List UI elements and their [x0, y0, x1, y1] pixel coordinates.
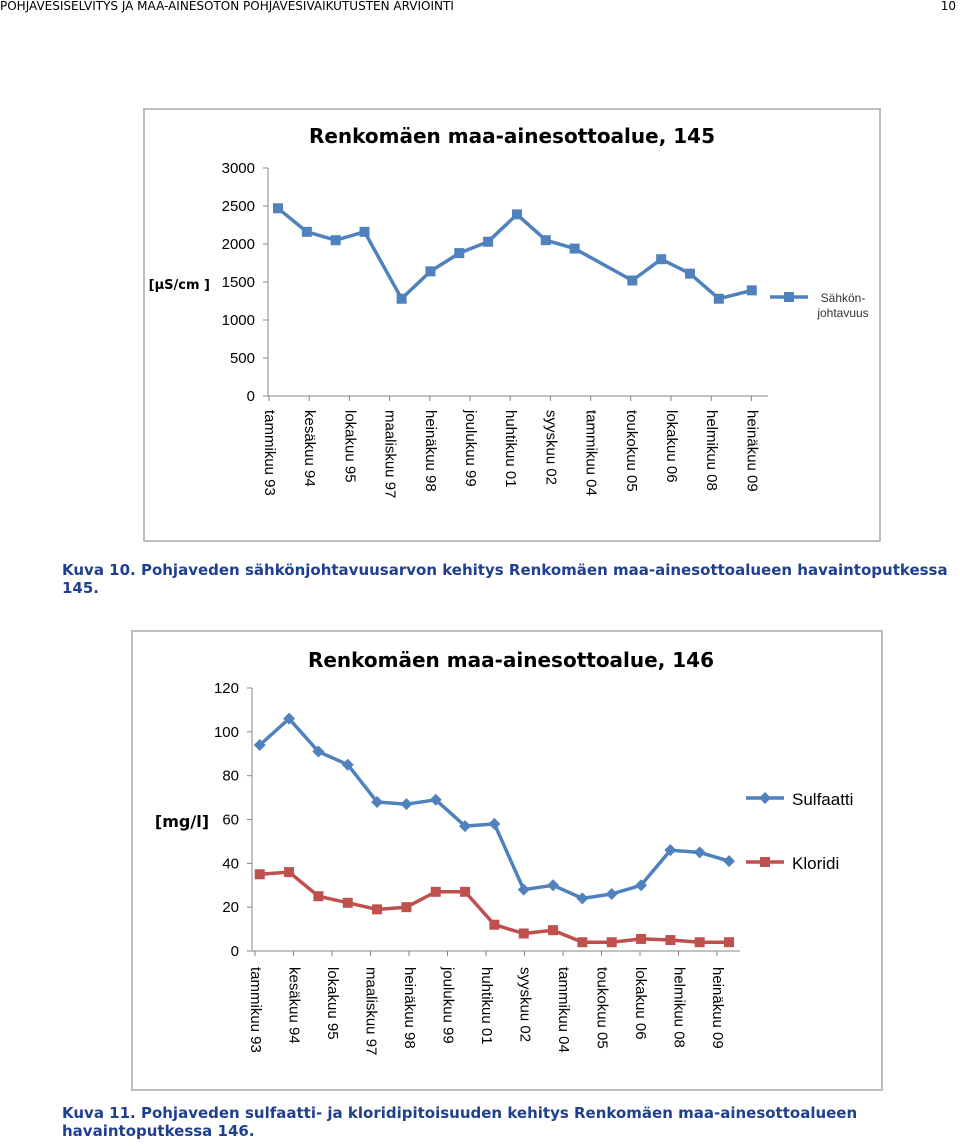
- chart-2-series-1-point: [519, 928, 529, 938]
- chart-2-series-0-point: [606, 888, 618, 900]
- chart-2-series-0-point: [518, 884, 530, 896]
- chart-2-series-1-point: [607, 937, 617, 947]
- chart-2-series-1-point: [284, 867, 294, 877]
- chart-2-series-1-point: [665, 935, 675, 945]
- chart-2-x-tick-label: heinäkuu 98: [401, 967, 419, 1049]
- chart-2-x-tick-label: toukokuu 05: [593, 967, 611, 1049]
- chart-1-x-tick-label: kesäkuu 94: [301, 410, 319, 487]
- chart-1-x-tick-label: huhtikuu 01: [502, 410, 520, 488]
- chart-2-x-tick-label: tammikuu 04: [555, 967, 573, 1053]
- figure-10-caption-line-2: 145.: [62, 579, 100, 597]
- chart-2-series-1-line: [260, 872, 729, 942]
- chart-1-y-tick-label: 1500: [221, 274, 255, 291]
- chart-1-y-tick-label: 2000: [221, 236, 255, 253]
- chart-2-series-1-point: [489, 920, 499, 930]
- chart-1-x-tick-label: heinäkuu 09: [743, 410, 761, 492]
- chart-2-x-tick-label: heinäkuu 09: [709, 967, 727, 1049]
- figure-11-caption-line-2: havaintoputkessa 146.: [62, 1122, 255, 1140]
- chart-1-title: Renkomäen maa-ainesottoalue, 145: [308, 124, 716, 148]
- chart-2-series-0-point: [576, 892, 588, 904]
- chart-2-x-tick-label: helmikuu 08: [670, 967, 688, 1048]
- chart-2-legend-0-label: Sulfaatti: [792, 790, 854, 809]
- chart-1-x-tick-label: heinäkuu 98: [421, 410, 439, 492]
- chart-1-legend-0-label: johtavuus: [817, 306, 869, 320]
- chart-1-y-label: [µS/cm ]: [148, 278, 210, 293]
- chart-2-series-1-point: [636, 934, 646, 944]
- figure-10-caption-line-1: Kuva 10. Pohjaveden sähkönjohtavuusarvon kehitys Renkomäen maa-ainesottoalueen havaintoputkessa: [62, 561, 948, 579]
- chart-2-series-0-point: [547, 879, 559, 891]
- chart-2-series-0-point: [694, 846, 706, 858]
- chart-2-series-1-point: [460, 887, 470, 897]
- chart-2-series-1-point: [313, 891, 323, 901]
- chart-2-series-0-line: [260, 719, 729, 899]
- chart-2-x-tick-label: huhtikuu 01: [478, 967, 496, 1045]
- chart-2-x-tick-label: tammikuu 93: [247, 967, 265, 1053]
- chart-1-y-tick-label: 2500: [221, 198, 255, 215]
- chart-1-legend-0-label: Sähkön-: [820, 291, 866, 305]
- chart-1-x-tick-label: helmikuu 08: [703, 410, 721, 491]
- chart-1-x-tick-label: lokakuu 06: [663, 410, 681, 483]
- chart-1-x-tick-label: tammikuu 93: [261, 410, 279, 496]
- chart-2-y-tick-label: 40: [222, 855, 239, 873]
- chart-2-series-0-point: [723, 855, 735, 867]
- chart-2-y-tick-label: 60: [222, 811, 239, 829]
- chart-2-y-tick-label: 80: [222, 767, 239, 785]
- chart-2-x-tick-label: lokakuu 95: [324, 967, 342, 1040]
- chart-1-y-tick-label: 500: [229, 350, 255, 367]
- chart-2-series-1-point: [401, 902, 411, 912]
- chart-2-series-1-point: [577, 937, 587, 947]
- chart-2-series-1-point: [255, 869, 265, 879]
- chart-1-y-tick-label: 0: [246, 388, 255, 405]
- chart-1-y-tick-label: 1000: [221, 312, 255, 329]
- chart-2-legend-1-marker: [760, 857, 770, 867]
- page-number: 10: [940, 0, 956, 13]
- figure-11-caption-line-1: Kuva 11. Pohjaveden sulfaatti- ja kloridipitoisuuden kehitys Renkomäen maa-ainesottoalueen: [62, 1104, 858, 1122]
- chart-2-y-tick-label: 120: [213, 680, 239, 697]
- chart-2-x-tick-label: joulukuu 99: [439, 967, 457, 1044]
- chart-2-legend-0-marker: [759, 792, 771, 804]
- document-title: POHJAVESISELVITYS JA MAA-AINESOTON POHJAVESIVAIKUTUSTEN ARVIOINTI: [0, 0, 454, 13]
- chart-2-series-1-point: [695, 937, 705, 947]
- chart-1-x-tick-label: tammikuu 04: [582, 410, 600, 496]
- chart-2-series-1-point: [724, 937, 734, 947]
- chart-1-y-tick-label: 3000: [221, 160, 255, 177]
- chart-2-x-tick-label: kesäkuu 94: [285, 967, 303, 1044]
- chart-2-y-tick-label: 0: [230, 943, 239, 960]
- chart-2-x-tick-label: lokakuu 06: [632, 967, 650, 1040]
- figure-11-caption: [62, 1104, 958, 1140]
- chart-2-series-0-point: [488, 818, 500, 830]
- chart-1-x-tick-label: toukokuu 05: [622, 410, 640, 492]
- chart-1-x-tick-label: maaliskuu 97: [381, 410, 399, 499]
- chart-2-x-tick-label: syyskuu 02: [516, 967, 534, 1043]
- chart-1-x-tick-label: joulukuu 99: [462, 410, 480, 487]
- chart-1-x-tick-label: syyskuu 02: [542, 410, 560, 486]
- chart-2-series-1-point: [431, 887, 441, 897]
- chart-2-y-tick-label: 100: [213, 723, 239, 741]
- chart-2-series-0-point: [400, 798, 412, 810]
- chart-2-series-1-point: [548, 925, 558, 935]
- chart-1-x-tick-label: lokakuu 95: [341, 410, 359, 483]
- chart-2-series-1-point: [372, 904, 382, 914]
- chart-2-title: Renkomäen maa-ainesottoalue, 146: [307, 648, 715, 672]
- chart-2-series-1-point: [343, 898, 353, 908]
- chart-2-y-tick-label: 20: [222, 899, 239, 917]
- chart-2-legend-1-label: Kloridi: [792, 854, 840, 873]
- chart-2-y-label: [mg/l]: [154, 812, 209, 831]
- chart-2-x-tick-label: maaliskuu 97: [362, 967, 380, 1056]
